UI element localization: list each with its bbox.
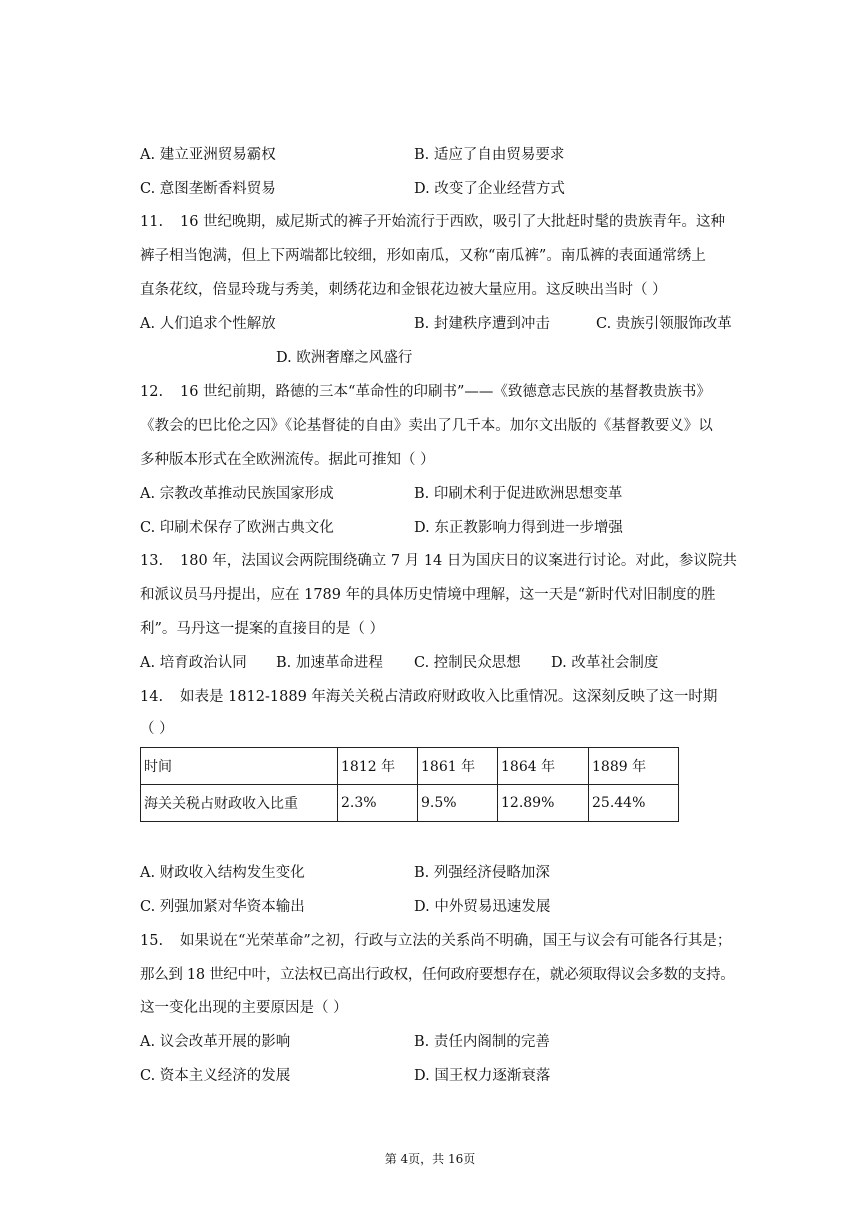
- table-header-cell: 时间: [141, 748, 338, 785]
- q14-option-c: C. 列强加紧对华资本输出: [140, 899, 305, 915]
- q12-stem-line-3: 多种版本形式在全欧洲流传。据此可推知（ ）: [140, 452, 435, 468]
- q11-stem-line-1: 11. 16 世纪晚期，威尼斯式的裤子开始流行于西欧，吸引了大批赶时髦的贵族青年。这种: [140, 214, 726, 230]
- q15-option-d: D. 国王权力逐渐衰落: [414, 1068, 551, 1084]
- customs-revenue-table: [140, 747, 679, 822]
- q10-option-b: B. 适应了自由贸易要求: [414, 147, 565, 163]
- q15-option-a: A. 议会改革开展的影响: [140, 1034, 291, 1050]
- q11-number: 11.: [140, 214, 164, 230]
- table-cell: 9.5%: [418, 785, 498, 822]
- q13-option-a: A. 培育政治认同: [140, 655, 247, 671]
- table-header-cell: 1864 年: [498, 748, 589, 785]
- q10-option-a: A. 建立亚洲贸易霸权: [140, 147, 276, 163]
- table-header-row: [141, 748, 679, 785]
- q13-option-b: B. 加速革命进程: [276, 655, 383, 671]
- q12-option-d: D. 东正教影响力得到进一步增强: [414, 520, 623, 536]
- q11-option-a: A. 人们追求个性解放: [140, 316, 276, 332]
- table-header-cell: 1889 年: [589, 748, 679, 785]
- q11-option-d: D. 欧洲奢靡之风盛行: [276, 350, 413, 366]
- table-cell: 2.3%: [338, 785, 418, 822]
- table-cell: 25.44%: [589, 785, 679, 822]
- q15-stem-line-1: 15. 如果说在“光荣革命”之初，行政与立法的关系尚不明确，国王与议会有可能各行其是；: [140, 933, 732, 949]
- q15-option-b: B. 责任内阁制的完善: [414, 1034, 550, 1050]
- q13-option-c: C. 控制民众思想: [414, 655, 521, 671]
- q11-option-c: C. 贵族引领服饰改革: [596, 316, 732, 332]
- q14-number: 14.: [140, 689, 164, 705]
- q13-stem-line-2: 和派议员马丹提出，应在 1789 年的具体历史情境中理解，这一天是“新时代对旧制度的胜: [140, 587, 716, 603]
- q15-option-c: C. 资本主义经济的发展: [140, 1068, 291, 1084]
- q13-stem-line-3: 利”。马丹这一提案的直接目的是（ ）: [140, 621, 385, 637]
- table-header-cell: 1812 年: [338, 748, 418, 785]
- table-cell: 12.89%: [498, 785, 589, 822]
- q14-option-a: A. 财政收入结构发生变化: [140, 865, 305, 881]
- table-header-cell: 1861 年: [418, 748, 498, 785]
- q14-stem-line-1: 14. 如表是 1812-1889 年海关关税占清政府财政收入比重情况。这深刻反映了这一时期: [140, 689, 718, 705]
- q10-option-c: C. 意图垄断香料贸易: [140, 181, 276, 197]
- table-row: [141, 785, 679, 822]
- q14-option-b: B. 列强经济侵略加深: [414, 865, 550, 881]
- q15-number: 15.: [140, 933, 164, 949]
- q15-stem-line-2: 那么到 18 世纪中叶，立法权已高出行政权，任何政府要想存在，就必须取得议会多数的支持。: [140, 967, 735, 983]
- table-cell: 海关关税占财政收入比重: [141, 785, 338, 822]
- q11-stem-line-2: 裤子相当饱满，但上下两端都比较细，形如南瓜，又称“南瓜裤”。南瓜裤的表面通常绣上: [140, 248, 706, 264]
- q13-number: 13.: [140, 553, 164, 569]
- q15-stem-line-3: 这一变化出现的主要原因是（ ）: [140, 1000, 348, 1016]
- q14-option-d: D. 中外贸易迅速发展: [414, 899, 551, 915]
- q12-option-a: A. 宗教改革推动民族国家形成: [140, 486, 334, 502]
- q12-stem-line-1: 12. 16 世纪前期，路德的三本“革命性的印刷书”——《致德意志民族的基督教贵族书》: [140, 384, 711, 400]
- q12-stem-line-2: 《教会的巴比伦之囚》《论基督徒的自由》卖出了几千本。加尔文出版的《基督教要义》以: [140, 418, 713, 434]
- q11-stem-line-3: 直条花纹，倍显玲珑与秀美，刺绣花边和金银花边被大量应用。这反映出当时（ ）: [140, 282, 667, 298]
- q10-option-d: D. 改变了企业经营方式: [414, 181, 565, 197]
- q13-option-d: D. 改革社会制度: [551, 655, 659, 671]
- q14-stem-line-2: （ ）: [140, 721, 174, 737]
- q13-stem-line-1: 13. 180 年，法国议会两院围绕确立 7 月 14 日为国庆日的议案进行讨论。对此，参议院共: [140, 553, 737, 569]
- q12-option-b: B. 印刷术利于促进欧洲思想变革: [414, 486, 623, 502]
- q11-option-b: B. 封建秩序遭到冲击: [414, 316, 550, 332]
- q12-number: 12.: [140, 384, 164, 400]
- page-number-footer: 第 4页，共 16页: [384, 1152, 476, 1166]
- q12-option-c: C. 印刷术保存了欧洲古典文化: [140, 520, 334, 536]
